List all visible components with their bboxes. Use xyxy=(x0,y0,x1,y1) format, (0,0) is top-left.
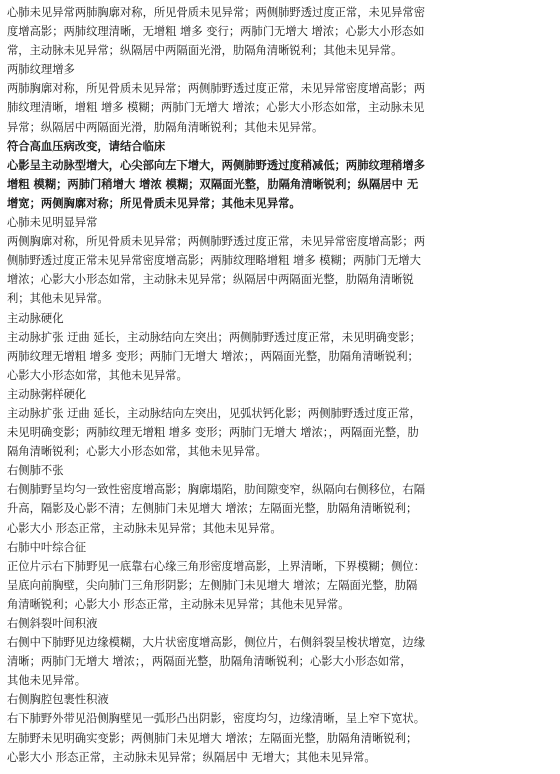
entry-text-line: 肺纹理清晰，增粗 增多 模糊；两肺门无增大 增浓；心影大小形态如常，主动脉未见 xyxy=(7,101,425,115)
entry-text-line: 呈底向前胸壁，尖向肺门三角形阴影；左侧肺门未见增大 增浓；左隔面光整，肋隔 xyxy=(7,578,418,592)
entry-text-line: 心影呈主动脉型增大，心尖部向左下增大，两侧肺野透过度稍减低；两肺纹理稍增多 xyxy=(7,158,425,172)
entry-text-line: 心肺未见异常两肺胸廓对称，所见骨质未见异常；两侧肺野透过度正常，未见异常密 xyxy=(7,6,425,19)
entry-title: 两肺纹理增多 xyxy=(7,63,75,77)
report-entry xyxy=(7,3,554,60)
entry-text-line: 隔角清晰锐利；心影大小形态如常，其他未见异常。 xyxy=(7,445,267,459)
entry-text-line: 左肺野未见明确实变影；两侧肺门未见增大 增浓；左隔面光整，肋隔角清晰锐利； xyxy=(7,731,418,745)
entry-text-line: 两肺胸廓对称，所见骨质未见异常；两侧肺野透过度正常，未见异常密度增高影；两 xyxy=(7,82,425,96)
entry-title: 右侧胸腔包裹性积液 xyxy=(7,693,109,707)
entry-text-line: 清晰；两肺门无增大 增浓；，两隔面光整，肋隔角清晰锐利；心影大小形态如常， xyxy=(7,655,412,669)
entry-text-line: 心影大小 形态正常，主动脉未见异常；纵隔居中 无增大；其他未见异常。 xyxy=(7,750,376,764)
entry-text-line: 两肺纹理无增粗 增多 变形；两肺门无增大 增浓；，两隔面光整，肋隔角清晰锐利； xyxy=(7,349,419,363)
report-entry xyxy=(7,309,554,385)
report-entry xyxy=(7,690,554,766)
entry-title: 右侧斜裂叶间积液 xyxy=(7,617,98,630)
entry-text-line: 异常；纵隔居中两隔面光滑，肋隔角清晰锐利；其他未见异常。 xyxy=(7,120,324,134)
entry-title: 右侧肺不张 xyxy=(7,464,64,478)
entry-text-line: 右侧中下肺野见边缘模糊，大片状密度增高影，侧位片，右侧斜裂呈梭状增宽，边缘 xyxy=(7,636,425,650)
entry-text-line: 主动脉扩张 迂曲 延长，主动脉结向左突出；两侧肺野透过度正常，未见明确变影； xyxy=(7,330,421,344)
entry-text-line: 度增高影；两肺纹理清晰，无增粗 增多 变行；两肺门无增大 增浓；心影大小形态如 xyxy=(7,25,425,39)
entry-text-line: 心影大小 形态正常，主动脉未见异常；其他未见异常。 xyxy=(7,521,282,535)
entry-text-line: 增粗 模糊；两肺门稍增大 增浓 模糊；双隔面光整，肋隔角清晰锐利；纵隔居中 无 xyxy=(7,177,419,191)
entry-text-line: 利；其他未见异常。 xyxy=(7,292,109,306)
entry-title: 右肺中叶综合征 xyxy=(7,540,87,554)
entry-text-line: 增浓；心影大小形态如常，主动脉未见异常；纵隔居中两隔面光整，肋隔角清晰锐 xyxy=(7,273,414,287)
report-entry xyxy=(7,60,554,136)
report-entry xyxy=(7,385,554,461)
entry-text-line: 角清晰锐利；心影大小 形态正常，主动脉未见异常；其他未见异常。 xyxy=(7,597,350,611)
entry-text-line: 未见明确变影；两肺纹理无增粗 增多 变形；两肺门无增大 增浓；，两隔面光整，肋 xyxy=(7,426,419,440)
entry-title: 心肺未见明显异常 xyxy=(7,216,98,230)
entry-title: 主动脉粥样硬化 xyxy=(7,387,87,401)
entry-text-line: 升高，隔影及心影不清；左侧肺门未见增大 增浓；左隔面光整，肋隔角清晰锐利； xyxy=(7,502,418,516)
entry-text-line: 右侧肺野呈均匀一致性密度增高影；胸廓塌陷，肋间隙变窄，纵隔向右侧移位，右隔 xyxy=(7,483,425,497)
report-entry xyxy=(7,614,554,690)
entry-text-line: 增宽；两侧胸廓对称；所见骨质未见异常；其他未见异常。 xyxy=(7,196,301,210)
entry-text-line: 常，主动脉未见异常；纵隔居中两隔面光滑，肋隔角清晰锐利；其他未见异常。 xyxy=(7,44,403,58)
report-entry xyxy=(7,461,554,537)
report-entry xyxy=(7,538,554,614)
entry-text-line: 侧肺野透过度正常未见异常密度增高影；两肺纹理略增粗 增多 模糊；两肺门无增大 xyxy=(7,254,421,268)
report-entry xyxy=(7,213,554,308)
entry-text-line: 两侧胸廓对称，所见骨质未见异常；两侧肺野透过度正常，未见异常密度增高影；两 xyxy=(7,235,425,249)
entry-text-line: 心影大小形态如常，其他未见异常。 xyxy=(7,368,188,382)
entry-title: 主动脉硬化 xyxy=(7,311,64,325)
entry-text-line: 其他未见异常。 xyxy=(7,674,87,688)
entry-text-line: 右下肺野外带见沿侧胸壁见一弧形凸出阴影，密度均匀，边缘清晰，呈上窄下宽状。 xyxy=(7,712,425,726)
report-entry xyxy=(7,137,554,213)
entry-title: 符合高血压病改变，请结合临床 xyxy=(7,139,166,153)
entry-text-line: 主动脉扩张 迂曲 延长，主动脉结向左突出，见弧状钙化影；两侧肺野透过度正常， xyxy=(7,406,421,420)
entry-text-line: 正位片示右下肺野见一底靠右心缘三角形密度增高影，上界清晰，下界模糊；侧位： xyxy=(7,559,425,573)
